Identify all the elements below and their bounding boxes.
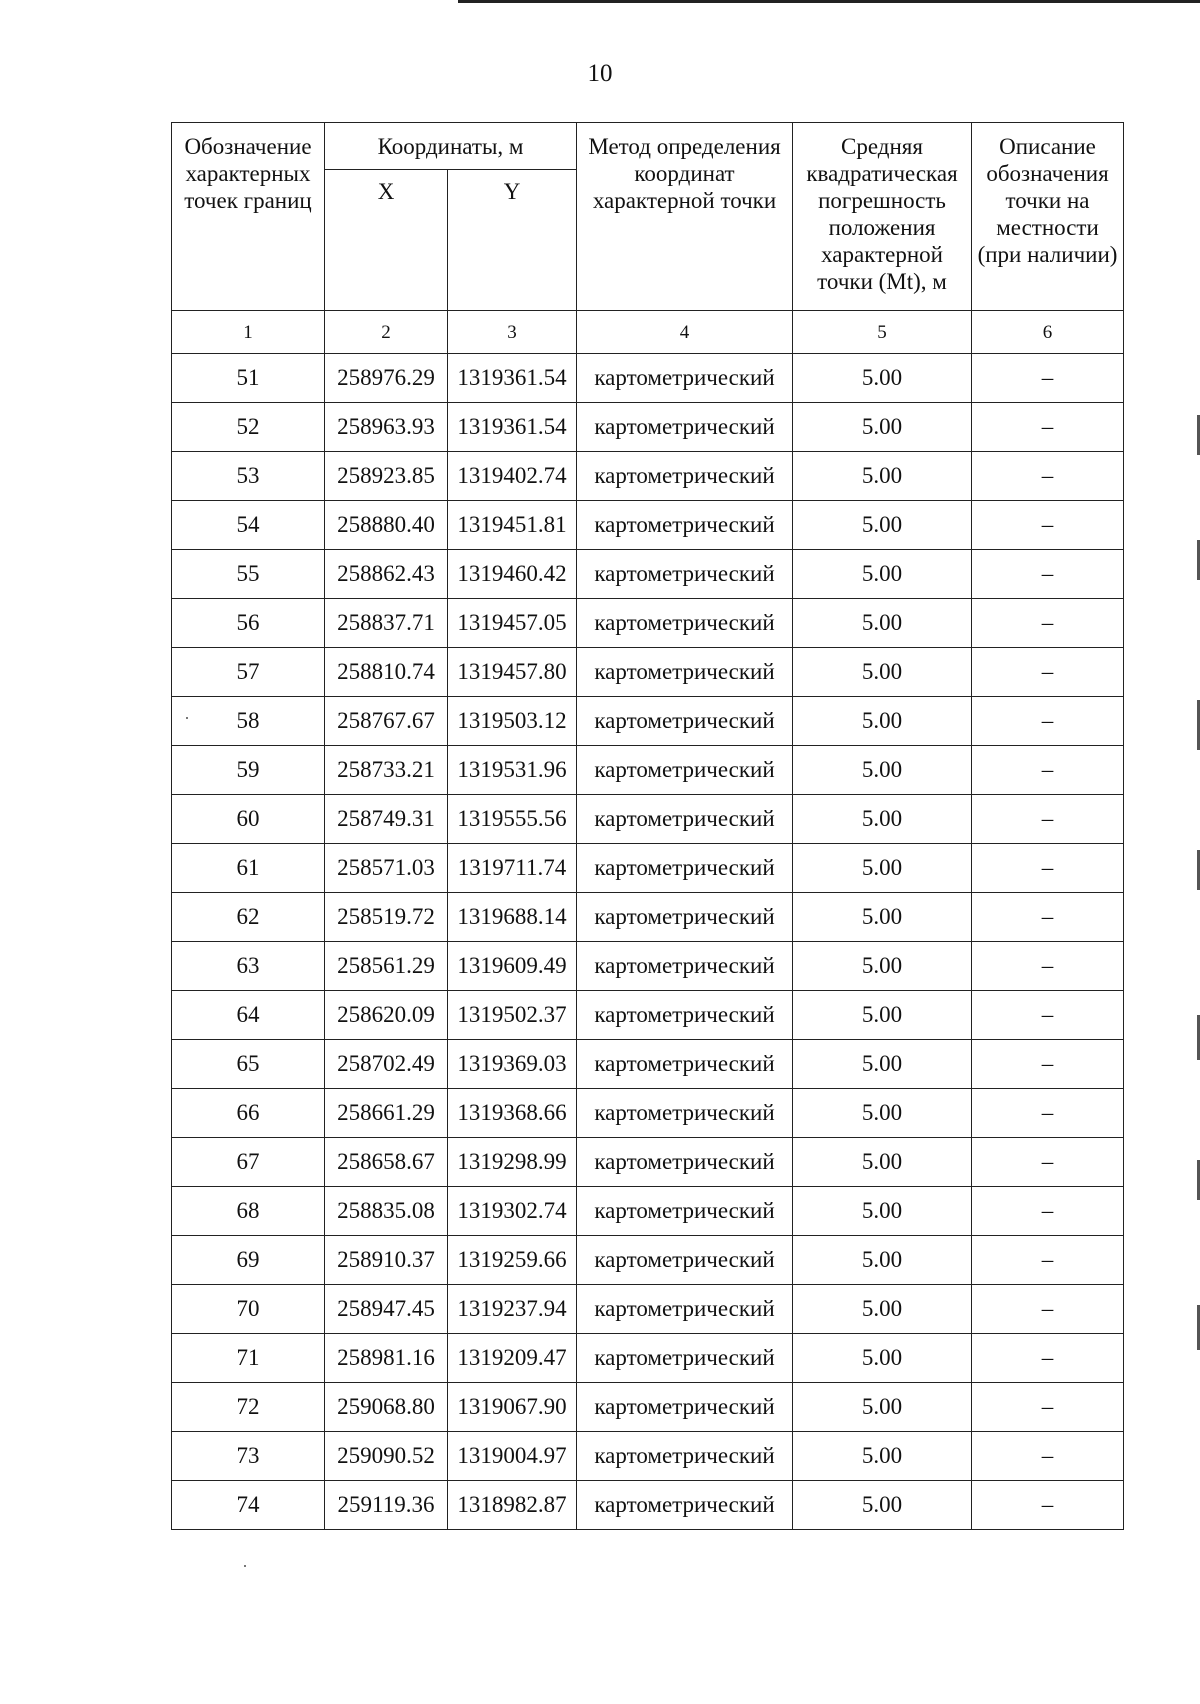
cell-error: 5.00 (793, 1187, 972, 1236)
cell-x: 259090.52 (325, 1432, 448, 1481)
cell-point: 72 (172, 1383, 325, 1432)
cell-description: – (972, 599, 1124, 648)
cell-y: 1319609.49 (448, 942, 577, 991)
cell-y: 1319555.56 (448, 795, 577, 844)
column-number: 3 (448, 311, 577, 354)
cell-x: 258733.21 (325, 746, 448, 795)
column-number: 1 (172, 311, 325, 354)
table-row (172, 1285, 1124, 1334)
cell-x: 258661.29 (325, 1089, 448, 1138)
cell-point: 54 (172, 501, 325, 550)
cell-description: – (972, 403, 1124, 452)
cell-x: 258658.67 (325, 1138, 448, 1187)
cell-y: 1319531.96 (448, 746, 577, 795)
top-border-rule (458, 0, 1200, 3)
header-description: Описание обозначения точки на местности (при наличии) (972, 123, 1124, 311)
cell-description: – (972, 697, 1124, 746)
cell-y: 1319502.37 (448, 991, 577, 1040)
cell-error: 5.00 (793, 1138, 972, 1187)
coordinates-table (171, 122, 1124, 1530)
table-row (172, 1089, 1124, 1138)
cell-description: – (972, 1187, 1124, 1236)
cell-x: 258767.67 (325, 697, 448, 746)
cell-y: 1319368.66 (448, 1089, 577, 1138)
cell-point: 51 (172, 354, 325, 403)
cell-description: – (972, 550, 1124, 599)
table-row (172, 1334, 1124, 1383)
cell-description: – (972, 1089, 1124, 1138)
cell-description: – (972, 1432, 1124, 1481)
header-y: Y (448, 170, 577, 311)
table-row (172, 1236, 1124, 1285)
cell-y: 1319361.54 (448, 403, 577, 452)
cell-method: картометрический (577, 1089, 793, 1138)
cell-error: 5.00 (793, 697, 972, 746)
cell-description: – (972, 795, 1124, 844)
cell-error: 5.00 (793, 942, 972, 991)
cell-x: 258862.43 (325, 550, 448, 599)
cell-y: 1319451.81 (448, 501, 577, 550)
column-number-row (172, 311, 1124, 354)
cell-error: 5.00 (793, 354, 972, 403)
cell-y: 1319460.42 (448, 550, 577, 599)
cell-description: – (972, 1040, 1124, 1089)
cell-description: – (972, 452, 1124, 501)
table-row (172, 942, 1124, 991)
cell-description: – (972, 1236, 1124, 1285)
cell-point: 55 (172, 550, 325, 599)
cell-point: 53 (172, 452, 325, 501)
cell-y: 1319369.03 (448, 1040, 577, 1089)
table-row (172, 452, 1124, 501)
cell-y: 1319259.66 (448, 1236, 577, 1285)
cell-point: 57 (172, 648, 325, 697)
table-body (172, 354, 1124, 1530)
cell-error: 5.00 (793, 844, 972, 893)
table-row (172, 844, 1124, 893)
cell-error: 5.00 (793, 1089, 972, 1138)
cell-error: 5.00 (793, 1383, 972, 1432)
cell-method: картометрический (577, 1236, 793, 1285)
cell-x: 258963.93 (325, 403, 448, 452)
cell-point: 74 (172, 1481, 325, 1530)
table-row (172, 648, 1124, 697)
cell-description: – (972, 893, 1124, 942)
cell-description: – (972, 746, 1124, 795)
table-row (172, 354, 1124, 403)
cell-y: 1319361.54 (448, 354, 577, 403)
column-number: 2 (325, 311, 448, 354)
header-coordinates: Координаты, м (325, 123, 577, 170)
table-row (172, 1481, 1124, 1530)
cell-error: 5.00 (793, 599, 972, 648)
cell-method: картометрический (577, 1432, 793, 1481)
cell-y: 1319067.90 (448, 1383, 577, 1432)
cell-description: – (972, 354, 1124, 403)
cell-method: картометрический (577, 403, 793, 452)
header-row (172, 123, 1124, 170)
cell-x: 259068.80 (325, 1383, 448, 1432)
cell-x: 259119.36 (325, 1481, 448, 1530)
cell-x: 258702.49 (325, 1040, 448, 1089)
cell-point: 56 (172, 599, 325, 648)
table-row (172, 1383, 1124, 1432)
table-row (172, 1138, 1124, 1187)
cell-point: 58 (172, 697, 325, 746)
cell-point: 67 (172, 1138, 325, 1187)
cell-point: 63 (172, 942, 325, 991)
cell-description: – (972, 1481, 1124, 1530)
column-number: 6 (972, 311, 1124, 354)
table-row (172, 893, 1124, 942)
cell-x: 258810.74 (325, 648, 448, 697)
cell-description: – (972, 942, 1124, 991)
cell-description: – (972, 1285, 1124, 1334)
table-row (172, 1432, 1124, 1481)
cell-method: картометрический (577, 1285, 793, 1334)
cell-y: 1319298.99 (448, 1138, 577, 1187)
cell-x: 258923.85 (325, 452, 448, 501)
cell-method: картометрический (577, 795, 793, 844)
cell-x: 258561.29 (325, 942, 448, 991)
cell-x: 258519.72 (325, 893, 448, 942)
cell-point: 61 (172, 844, 325, 893)
header-error: Средняя квадратическая погрешность положения характерной точки (Mt), м (793, 123, 972, 311)
cell-error: 5.00 (793, 648, 972, 697)
cell-x: 258620.09 (325, 991, 448, 1040)
table-row (172, 599, 1124, 648)
cell-point: 73 (172, 1432, 325, 1481)
cell-x: 258947.45 (325, 1285, 448, 1334)
cell-error: 5.00 (793, 403, 972, 452)
cell-method: картометрический (577, 599, 793, 648)
table-row (172, 746, 1124, 795)
cell-point: 59 (172, 746, 325, 795)
table-row (172, 550, 1124, 599)
cell-description: – (972, 501, 1124, 550)
cell-error: 5.00 (793, 501, 972, 550)
cell-method: картометрический (577, 1383, 793, 1432)
column-number: 4 (577, 311, 793, 354)
header-point: Обозначение характерных точек границ (172, 123, 325, 311)
cell-method: картометрический (577, 1334, 793, 1383)
table-row (172, 991, 1124, 1040)
cell-description: – (972, 648, 1124, 697)
cell-description: – (972, 1383, 1124, 1432)
cell-y: 1319688.14 (448, 893, 577, 942)
page-number: 10 (587, 60, 613, 87)
cell-y: 1319209.47 (448, 1334, 577, 1383)
table-row (172, 795, 1124, 844)
cell-point: 70 (172, 1285, 325, 1334)
cell-error: 5.00 (793, 1432, 972, 1481)
cell-method: картометрический (577, 501, 793, 550)
cell-description: – (972, 1334, 1124, 1383)
cell-y: 1319402.74 (448, 452, 577, 501)
header-x: X (325, 170, 448, 311)
cell-error: 5.00 (793, 795, 972, 844)
cell-y: 1319237.94 (448, 1285, 577, 1334)
cell-method: картометрический (577, 1481, 793, 1530)
cell-point: 62 (172, 893, 325, 942)
cell-method: картометрический (577, 1187, 793, 1236)
cell-point: 52 (172, 403, 325, 452)
cell-y: 1319711.74 (448, 844, 577, 893)
cell-error: 5.00 (793, 452, 972, 501)
scan-speck (244, 1565, 246, 1567)
cell-method: картометрический (577, 893, 793, 942)
cell-point: 64 (172, 991, 325, 1040)
cell-error: 5.00 (793, 991, 972, 1040)
cell-description: – (972, 991, 1124, 1040)
cell-y: 1318982.87 (448, 1481, 577, 1530)
cell-y: 1319457.80 (448, 648, 577, 697)
cell-method: картометрический (577, 1138, 793, 1187)
cell-method: картометрический (577, 697, 793, 746)
cell-y: 1319004.97 (448, 1432, 577, 1481)
cell-error: 5.00 (793, 1236, 972, 1285)
cell-method: картометрический (577, 942, 793, 991)
table-row (172, 1187, 1124, 1236)
cell-point: 68 (172, 1187, 325, 1236)
cell-x: 258880.40 (325, 501, 448, 550)
cell-point: 69 (172, 1236, 325, 1285)
cell-point: 71 (172, 1334, 325, 1383)
cell-point: 65 (172, 1040, 325, 1089)
cell-error: 5.00 (793, 550, 972, 599)
column-number: 5 (793, 311, 972, 354)
table-row (172, 697, 1124, 746)
cell-x: 258571.03 (325, 844, 448, 893)
cell-error: 5.00 (793, 1285, 972, 1334)
cell-error: 5.00 (793, 1481, 972, 1530)
cell-error: 5.00 (793, 893, 972, 942)
cell-x: 258749.31 (325, 795, 448, 844)
cell-x: 258835.08 (325, 1187, 448, 1236)
cell-method: картометрический (577, 550, 793, 599)
cell-error: 5.00 (793, 746, 972, 795)
cell-x: 258837.71 (325, 599, 448, 648)
table-row (172, 403, 1124, 452)
cell-description: – (972, 844, 1124, 893)
cell-point: 66 (172, 1089, 325, 1138)
cell-error: 5.00 (793, 1334, 972, 1383)
cell-method: картометрический (577, 452, 793, 501)
cell-method: картометрический (577, 1040, 793, 1089)
header-method: Метод определения координат характерной точки (577, 123, 793, 311)
table-row (172, 1040, 1124, 1089)
cell-y: 1319503.12 (448, 697, 577, 746)
cell-y: 1319457.05 (448, 599, 577, 648)
cell-x: 258981.16 (325, 1334, 448, 1383)
cell-method: картометрический (577, 354, 793, 403)
cell-point: 60 (172, 795, 325, 844)
cell-x: 258976.29 (325, 354, 448, 403)
cell-y: 1319302.74 (448, 1187, 577, 1236)
cell-method: картометрический (577, 844, 793, 893)
cell-error: 5.00 (793, 1040, 972, 1089)
cell-x: 258910.37 (325, 1236, 448, 1285)
cell-method: картометрический (577, 991, 793, 1040)
cell-method: картометрический (577, 746, 793, 795)
cell-method: картометрический (577, 648, 793, 697)
table-row (172, 501, 1124, 550)
cell-description: – (972, 1138, 1124, 1187)
